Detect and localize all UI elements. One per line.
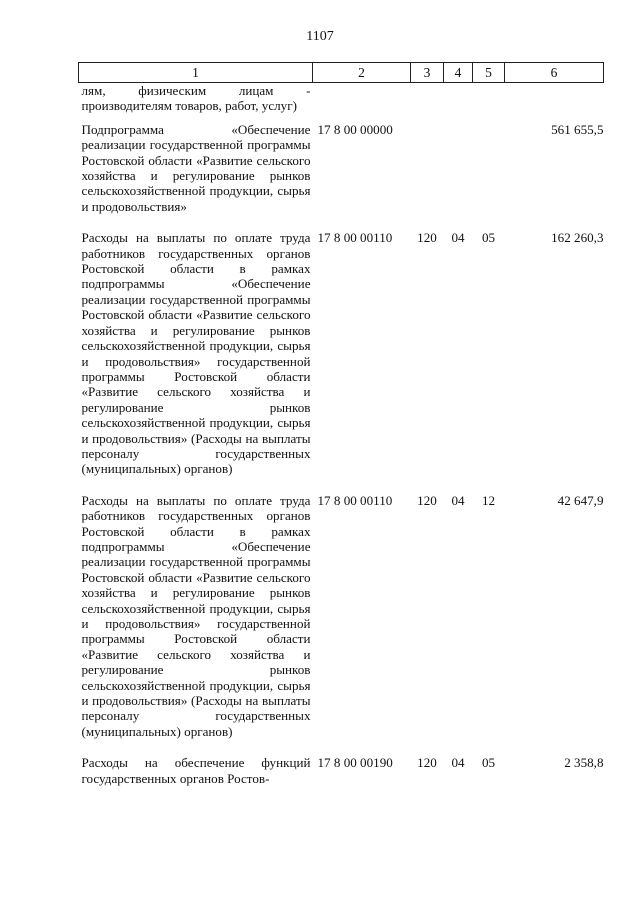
row-section — [444, 122, 473, 230]
row-subsection: 12 — [481, 492, 496, 508]
row-description: Расходы на выплаты по оплате труда работников государственных органов Ростовской области в рамках подпрограммы «Обеспечение реализации государственной программы Ростовской области «Развитие сельского хозяйства и регулирование рынков сельскохозяйственной продукции, сырья и продовольствия» государственной программы Ростовской области «Развитие сельского хозяйства и регулирование рынков сельскохозяйственной продукции, сырья и продовольствия» (Расходы на выплаты персоналу государственных (муниципальных) органов) — [81, 230, 311, 477]
row-expense-type: 120 — [417, 492, 437, 508]
row-subsection — [473, 122, 505, 230]
row-amount: 42 647,9 — [557, 492, 604, 508]
row-amount: 162 260,3 — [551, 230, 604, 246]
row-target-code — [313, 83, 411, 122]
header-row — [79, 63, 604, 83]
table-row — [79, 230, 604, 493]
row-target-code: 17 8 00 00110 — [317, 492, 393, 508]
table-row — [79, 122, 604, 230]
budget-table — [78, 62, 604, 786]
header-col-5: 5 — [473, 63, 505, 83]
row-subsection: 05 — [481, 755, 496, 771]
row-subsection: 05 — [481, 230, 496, 246]
row-amount — [505, 83, 604, 122]
row-section: 04 — [451, 230, 465, 246]
row-expense-type: 120 — [417, 755, 437, 771]
row-subsection — [473, 83, 505, 122]
page-number: 1107 — [306, 29, 334, 44]
row-target-code: 17 8 00 00000 — [317, 121, 393, 137]
row-expense-type — [411, 122, 444, 230]
table-row — [79, 755, 604, 786]
row-section — [444, 83, 473, 122]
row-description: Расходы на обеспечение функций государственных органов Ростов- — [81, 755, 311, 786]
row-amount: 561 655,5 — [551, 121, 604, 137]
header-col-4: 4 — [444, 63, 473, 83]
row-section: 04 — [451, 492, 465, 508]
header-col-2: 2 — [313, 63, 411, 83]
row-target-code: 17 8 00 00110 — [317, 230, 393, 246]
header-col-1: 1 — [79, 63, 313, 83]
header-col-6: 6 — [505, 63, 604, 83]
row-amount: 2 358,8 — [564, 755, 604, 771]
row-expense-type: 120 — [417, 230, 437, 246]
row-target-code: 17 8 00 00190 — [317, 755, 393, 771]
row-section: 04 — [451, 755, 465, 771]
row-expense-type — [411, 83, 444, 122]
row-description: лям, физическим лицам - производителям товаров, работ, услуг) — [81, 83, 311, 114]
table-row — [79, 83, 604, 122]
table-row — [79, 493, 604, 756]
row-description: Расходы на выплаты по оплате труда работников государственных органов Ростовской области в рамках подпрограммы «Обеспечение реализации государственной программы Ростовской области «Развитие сельского хозяйства и регулирование рынков сельскохозяйственной продукции, сырья и продовольствия» государственной программы Ростовской области «Развитие сельского хозяйства и регулирование рынков сельскохозяйственной продукции, сырья и продовольствия» (Расходы на выплаты персоналу государственных (муниципальных) органов) — [81, 492, 311, 739]
header-col-3: 3 — [411, 63, 444, 83]
row-description: Подпрограмма «Обеспечение реализации государственной программы Ростовской области «Развитие сельского хозяйства и регулирование рынков сельскохозяйственной продукции, сырья и продовольствия» — [81, 121, 311, 214]
